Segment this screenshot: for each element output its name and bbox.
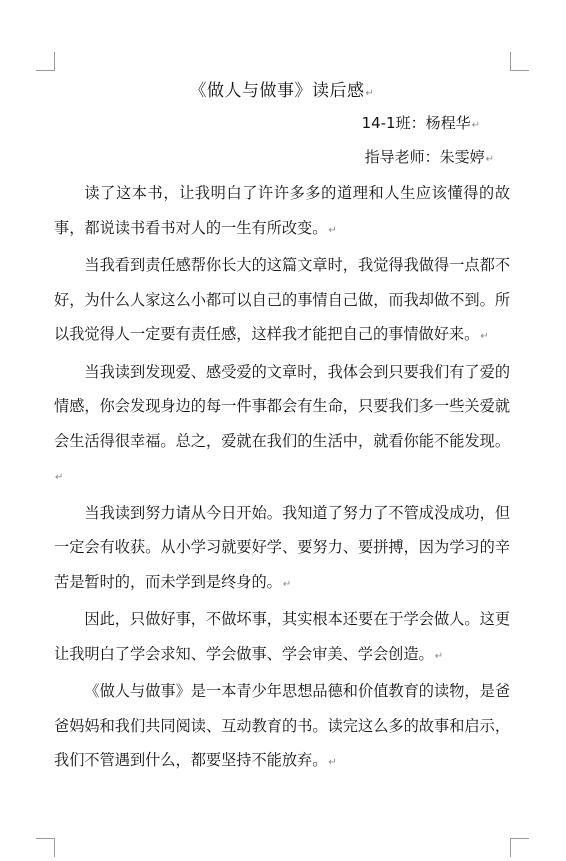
paragraph-text: 读了这本书，让我明白了许许多多的道理和人生应该懂得的故事，都说读书看书对人的一生有所改变。 <box>54 184 510 237</box>
document-title[interactable] <box>54 76 510 101</box>
body-paragraph-3[interactable] <box>54 355 510 496</box>
document-body[interactable] <box>54 176 510 781</box>
paragraph-mark-icon: ↵ <box>55 472 64 483</box>
paragraph-mark-icon: ↵ <box>480 331 489 342</box>
paragraph-text: 《做人与做事》是一本青少年思想品德和价值教育的读物，是爸爸妈妈和我们共同阅读、互动教育的书。读完这么多的故事和启示，我们不管遇到什么，都要坚持不能放弃。 <box>54 682 510 769</box>
body-paragraph-6[interactable] <box>54 674 510 781</box>
paragraph-mark-icon: ↵ <box>471 120 480 131</box>
paragraph-text: 因此，只做好事，不做坏事，其实根本还要在于学会做人。这更让我明白了学会求知、学会做事、学会审美、学会创造。 <box>54 610 510 663</box>
paragraph-mark-icon: ↵ <box>485 154 494 165</box>
paragraph-mark-icon: ↵ <box>282 578 292 590</box>
crop-mark-bottom-left <box>36 838 55 857</box>
author-class-line[interactable] <box>362 112 480 133</box>
body-paragraph-2[interactable] <box>54 248 510 355</box>
document-title-text: 《做人与做事》读后感 <box>189 81 365 101</box>
paragraph-text: 当我读到努力请从今日开始。我知道了努力了不管成没成功，但一定会有收获。从小学习就要好学、要努力、要拼搏，因为学习的辛苦是暂时的，而未学到是终身的。 <box>54 503 510 591</box>
paragraph-mark-icon: ↵ <box>365 88 375 99</box>
paragraph-mark-icon: ↵ <box>328 757 337 768</box>
crop-mark-bottom-right <box>510 838 529 857</box>
body-paragraph-4[interactable] <box>54 496 510 603</box>
teacher-line[interactable] <box>365 146 494 167</box>
crop-mark-top-left <box>36 52 55 71</box>
crop-mark-top-right <box>510 52 529 71</box>
author-class-text: 14-1班：杨程华 <box>361 114 471 132</box>
body-paragraph-5[interactable] <box>54 602 510 674</box>
paragraph-mark-icon: ↵ <box>434 650 444 662</box>
paragraph-text: 当我读到发现爱、感受爱的文章时，我体会到只要我们有了爱的情感，你会发现身边的每一件事都会有生命，只要我们多一些关爱就会生活得很幸福。总之，爱就在我们的生活中，就看你能不能发现。 <box>54 362 510 450</box>
teacher-text: 指导老师：朱雯婷 <box>364 148 485 166</box>
body-paragraph-1[interactable] <box>54 176 510 248</box>
paragraph-text: 当我看到责任感帮你长大的这篇文章时，我觉得我做得一点都不好，为什么人家这么小都可以自己的事情自己做，而我却做不到。所以我觉得人一定要有责任感，这样我才能把自己的事情做好来。 <box>54 256 510 343</box>
paragraph-mark-icon: ↵ <box>328 224 337 236</box>
